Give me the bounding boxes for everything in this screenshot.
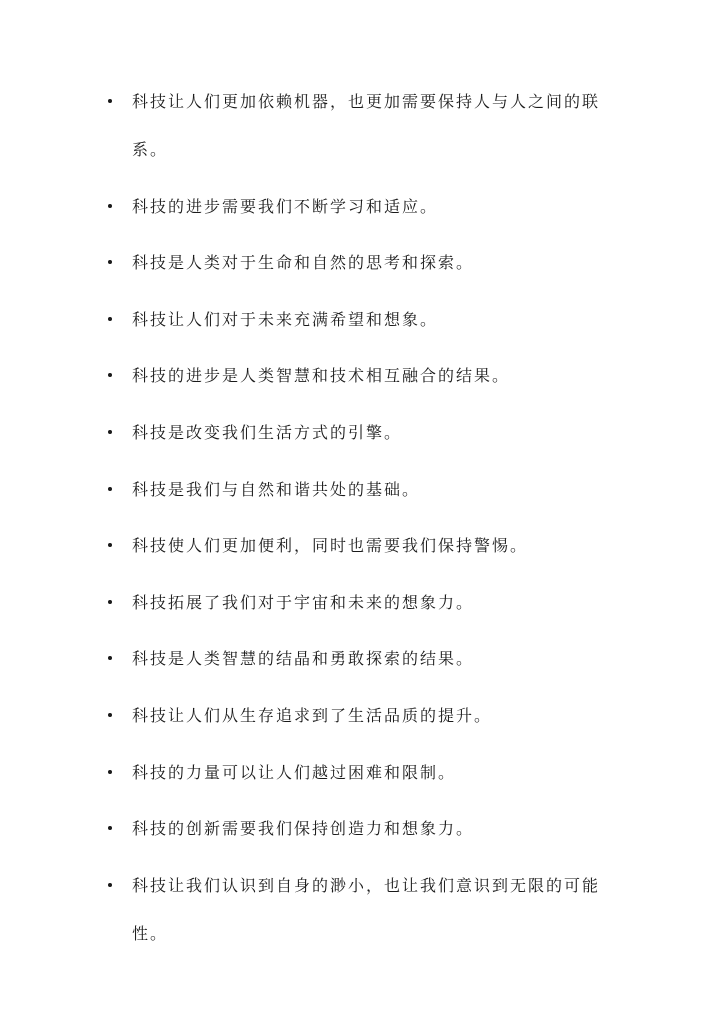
list-item — [108, 352, 628, 400]
bullet-icon — [108, 373, 112, 377]
list-item — [108, 409, 628, 457]
bullet-icon — [108, 430, 112, 434]
bullet-icon — [108, 487, 112, 491]
list-item-text: 科技让我们认识到自身的渺小，也让我们意识到无限的可能性。 — [132, 875, 601, 943]
bullet-icon — [108, 543, 112, 547]
bullet-icon — [108, 883, 112, 887]
list-item-text: 科技的力量可以让人们越过困难和限制。 — [132, 762, 457, 782]
bullet-icon — [108, 204, 112, 208]
list-item-text: 科技使人们更加便利，同时也需要我们保持警惕。 — [132, 536, 529, 556]
bullet-icon — [108, 770, 112, 774]
list-item — [108, 579, 628, 627]
bullet-icon — [108, 600, 112, 604]
list-item-text: 科技拓展了我们对于宇宙和未来的想象力。 — [132, 592, 475, 612]
list-item-text: 科技的进步是人类智慧和技术相互融合的结果。 — [132, 366, 511, 386]
list-item-text: 科技的创新需要我们保持创造力和想象力。 — [132, 819, 475, 839]
bullet-icon — [108, 826, 112, 830]
list-item-text: 科技是我们与自然和谐共处的基础。 — [132, 479, 421, 499]
list-item-text: 科技是改变我们生活方式的引擎。 — [132, 422, 403, 442]
list-item — [108, 635, 628, 683]
list-item — [108, 183, 628, 231]
list-item — [108, 749, 628, 797]
bullet-icon — [108, 317, 112, 321]
bullet-icon — [108, 713, 112, 717]
list-item — [108, 862, 628, 958]
list-item — [108, 239, 628, 287]
list-item — [108, 78, 628, 174]
list-item-text: 科技让人们更加依赖机器，也更加需要保持人与人之间的联系。 — [132, 92, 601, 159]
bullet-icon — [108, 99, 112, 103]
list-item-text: 科技是人类智慧的结晶和勇敢探索的结果。 — [132, 649, 475, 669]
bullet-list — [108, 78, 628, 966]
list-item — [108, 805, 628, 853]
list-item — [108, 692, 628, 740]
list-item — [108, 522, 628, 570]
bullet-icon — [108, 656, 112, 660]
list-item — [108, 466, 628, 514]
list-item-text: 科技让人们对于未来充满希望和想象。 — [132, 309, 439, 329]
list-item-text: 科技让人们从生存追求到了生活品质的提升。 — [132, 705, 493, 725]
bullet-icon — [108, 260, 112, 264]
list-item-text: 科技是人类对于生命和自然的思考和探索。 — [132, 253, 475, 273]
list-item-text: 科技的进步需要我们不断学习和适应。 — [132, 196, 439, 216]
list-item — [108, 296, 628, 344]
